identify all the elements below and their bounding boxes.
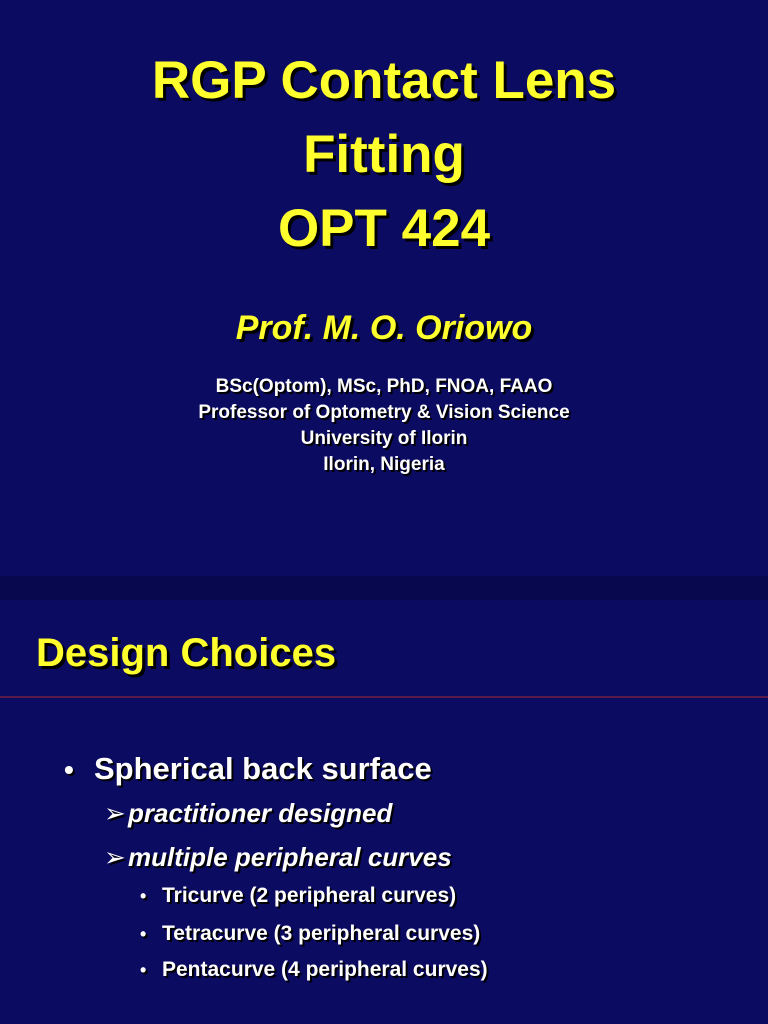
arrow-bullet-icon: ➢: [104, 842, 126, 872]
credential-line: Ilorin, Nigeria: [323, 454, 445, 475]
credential-line: Professor of Optometry & Vision Science: [198, 402, 570, 423]
arrow-bullet-icon: ➢: [104, 798, 126, 828]
bullet-icon: •: [64, 754, 74, 785]
title-divider: [0, 696, 768, 698]
title-line: OPT 424: [277, 199, 491, 258]
bullet-icon: •: [140, 886, 147, 906]
sub-sub-bullet-text: Pentacurve (4 peripheral curves): [162, 958, 488, 981]
design-choices-slide: [0, 600, 768, 1024]
title-line: RGP Contact Lens: [151, 51, 617, 110]
slide-separator: [0, 576, 768, 600]
bullet-item: [64, 750, 432, 789]
bullet-icon: •: [140, 960, 147, 980]
sub-sub-bullet-text: Tetracurve (3 peripheral curves): [162, 922, 481, 945]
sub-bullet-item: [104, 796, 392, 830]
sub-sub-bullet-text: Tricurve (2 peripheral curves): [162, 884, 457, 907]
bullet-text: Spherical back surface: [94, 751, 432, 786]
sub-bullet-text: multiple peripheral curves: [128, 842, 452, 872]
bullet-icon: •: [140, 924, 147, 944]
sub-sub-bullet-item: [140, 920, 480, 948]
slide-title: Design Choices: [36, 631, 337, 675]
sub-sub-bullet-item: [140, 956, 488, 984]
sub-sub-bullet-item: [140, 882, 456, 910]
credential-line: University of Ilorin: [300, 428, 468, 449]
credential-line: BSc(Optom), MSc, PhD, FNOA, FAAO: [215, 376, 553, 397]
slide-title: [0, 44, 768, 266]
sub-bullet-item: [104, 840, 452, 874]
author-name: Prof. M. O. Oriowo: [235, 309, 533, 347]
author-credentials: [0, 374, 768, 478]
title-line: Fitting: [303, 125, 465, 184]
sub-bullet-text: practitioner designed: [128, 798, 393, 828]
